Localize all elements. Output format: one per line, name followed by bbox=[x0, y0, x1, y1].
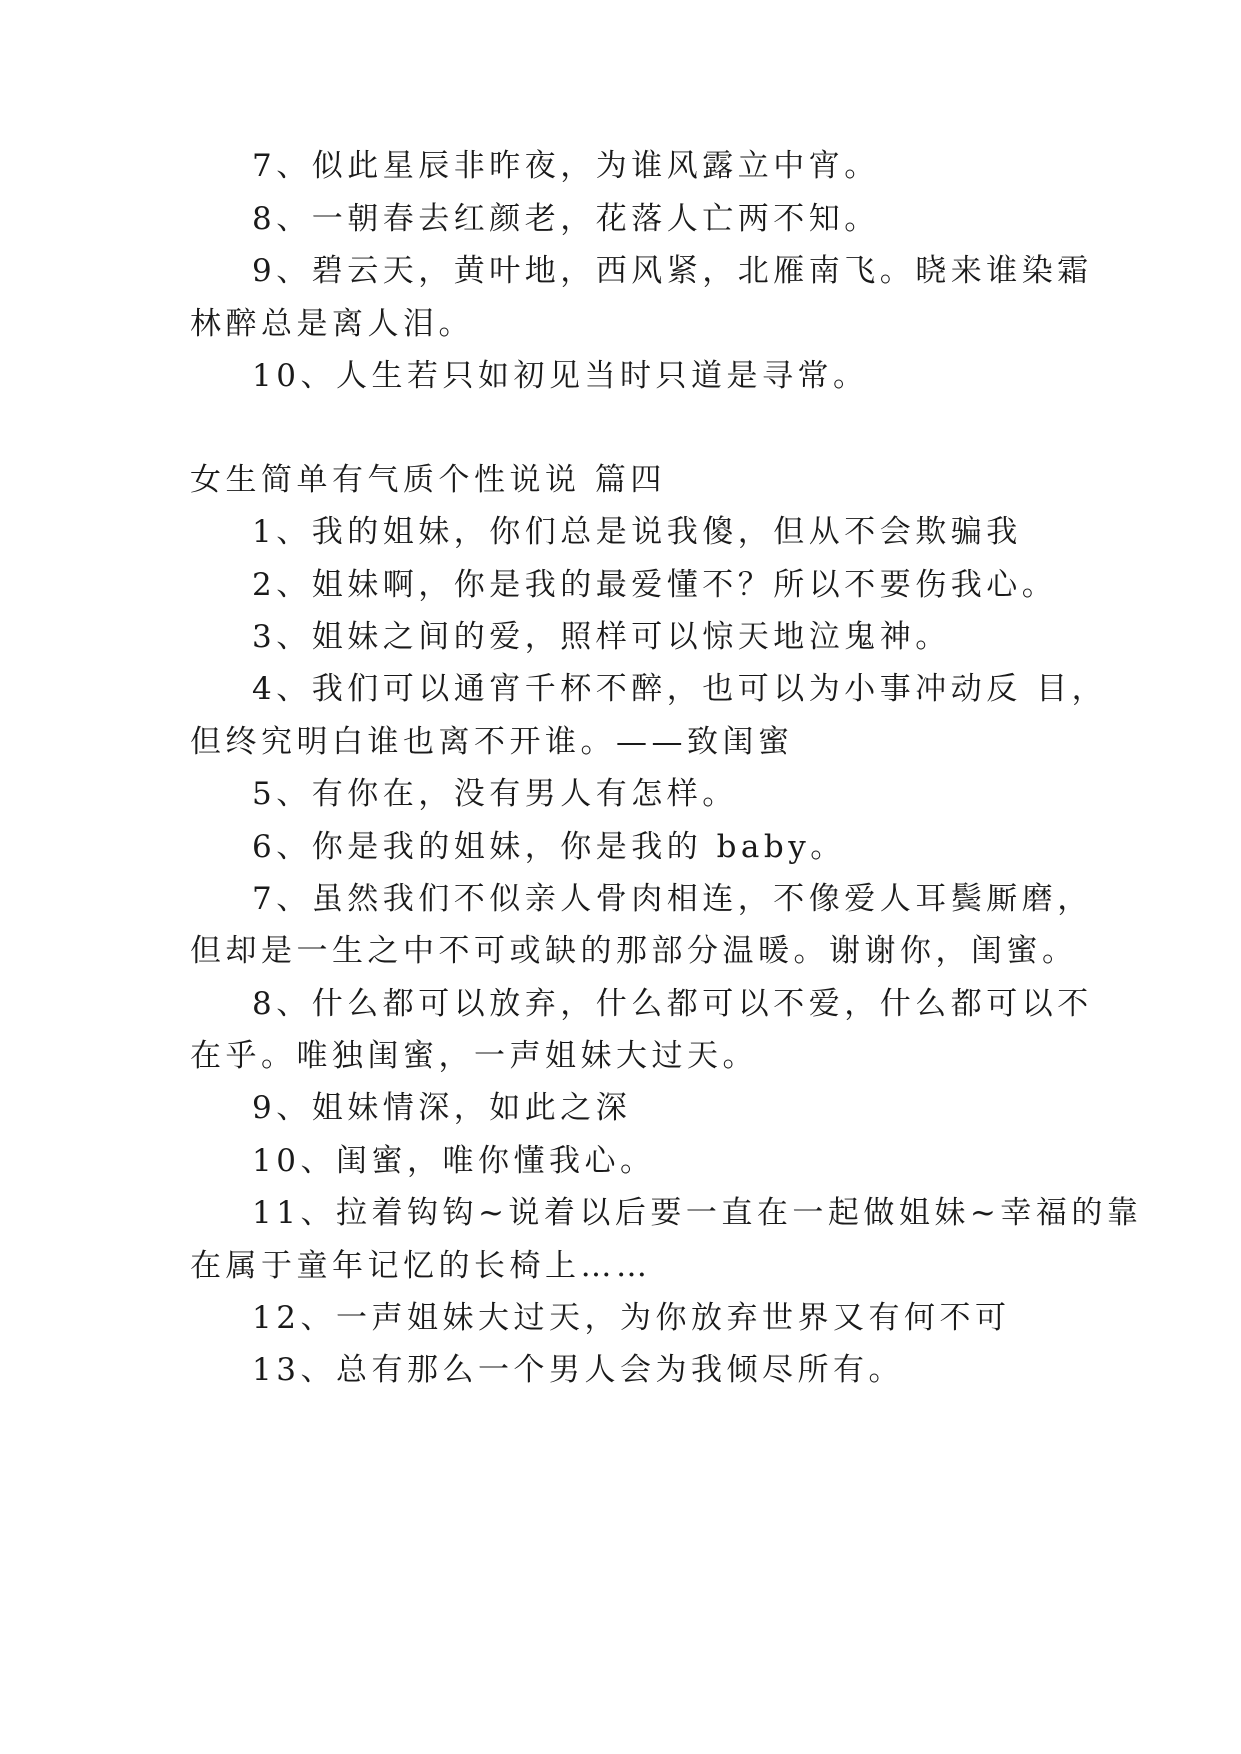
quote-line-continuation: 在属于童年记忆的长椅上…… bbox=[190, 1248, 652, 1284]
quote-line: 10、闺蜜，唯你懂我心。 bbox=[252, 1143, 656, 1179]
quote-line: 1、我的姐妹，你们总是说我傻，但从不会欺骗我 bbox=[252, 514, 1022, 550]
quote-line-continuation: 但终究明白谁也离不开谁。——致闺蜜 bbox=[190, 724, 794, 760]
quote-line: 8、什么都可以放弃，什么都可以不爱，什么都可以不 bbox=[252, 986, 1093, 1022]
quote-line: 7、似此星辰非昨夜，为谁风露立中宵。 bbox=[252, 148, 880, 184]
quote-line: 5、有你在，没有男人有怎样。 bbox=[252, 776, 738, 812]
quote-line: 13、总有那么一个男人会为我倾尽所有。 bbox=[252, 1352, 904, 1388]
quote-line: 11、拉着钩钩~说着以后要一直在一起做姐妹~幸福的靠 bbox=[252, 1195, 1143, 1231]
quote-line: 9、姐妹情深，如此之深 bbox=[252, 1090, 632, 1126]
quote-line-continuation: 林醉总是离人泪。 bbox=[190, 306, 474, 342]
quote-line: 10、人生若只如初见当时只道是寻常。 bbox=[252, 358, 869, 394]
quote-line: 8、一朝春去红颜老，花落人亡两不知。 bbox=[252, 201, 880, 237]
quote-line: 7、虽然我们不似亲人骨肉相连，不像爱人耳鬓厮磨， bbox=[252, 881, 1093, 917]
quote-line: 6、你是我的姐妹，你是我的 baby。 bbox=[252, 829, 846, 865]
quote-line: 4、我们可以通宵千杯不醉，也可以为小事冲动反 目， bbox=[252, 671, 1108, 707]
quote-line: 3、姐妹之间的爱，照样可以惊天地泣鬼神。 bbox=[252, 619, 951, 655]
quote-line-continuation: 在乎。唯独闺蜜，一声姐妹大过天。 bbox=[190, 1038, 758, 1074]
quote-line: 2、姐妹啊，你是我的最爱懂不？所以不要伤我心。 bbox=[252, 567, 1058, 603]
quote-line: 9、碧云天，黄叶地，西风紧，北雁南飞。晓来谁染霜 bbox=[252, 253, 1093, 289]
section-heading: 女生简单有气质个性说说 篇四 bbox=[190, 462, 666, 498]
quote-line-continuation: 但却是一生之中不可或缺的那部分温暖。谢谢你，闺蜜。 bbox=[190, 933, 1078, 969]
quote-line: 12、一声姐妹大过天，为你放弃世界又有何不可 bbox=[252, 1300, 1011, 1336]
